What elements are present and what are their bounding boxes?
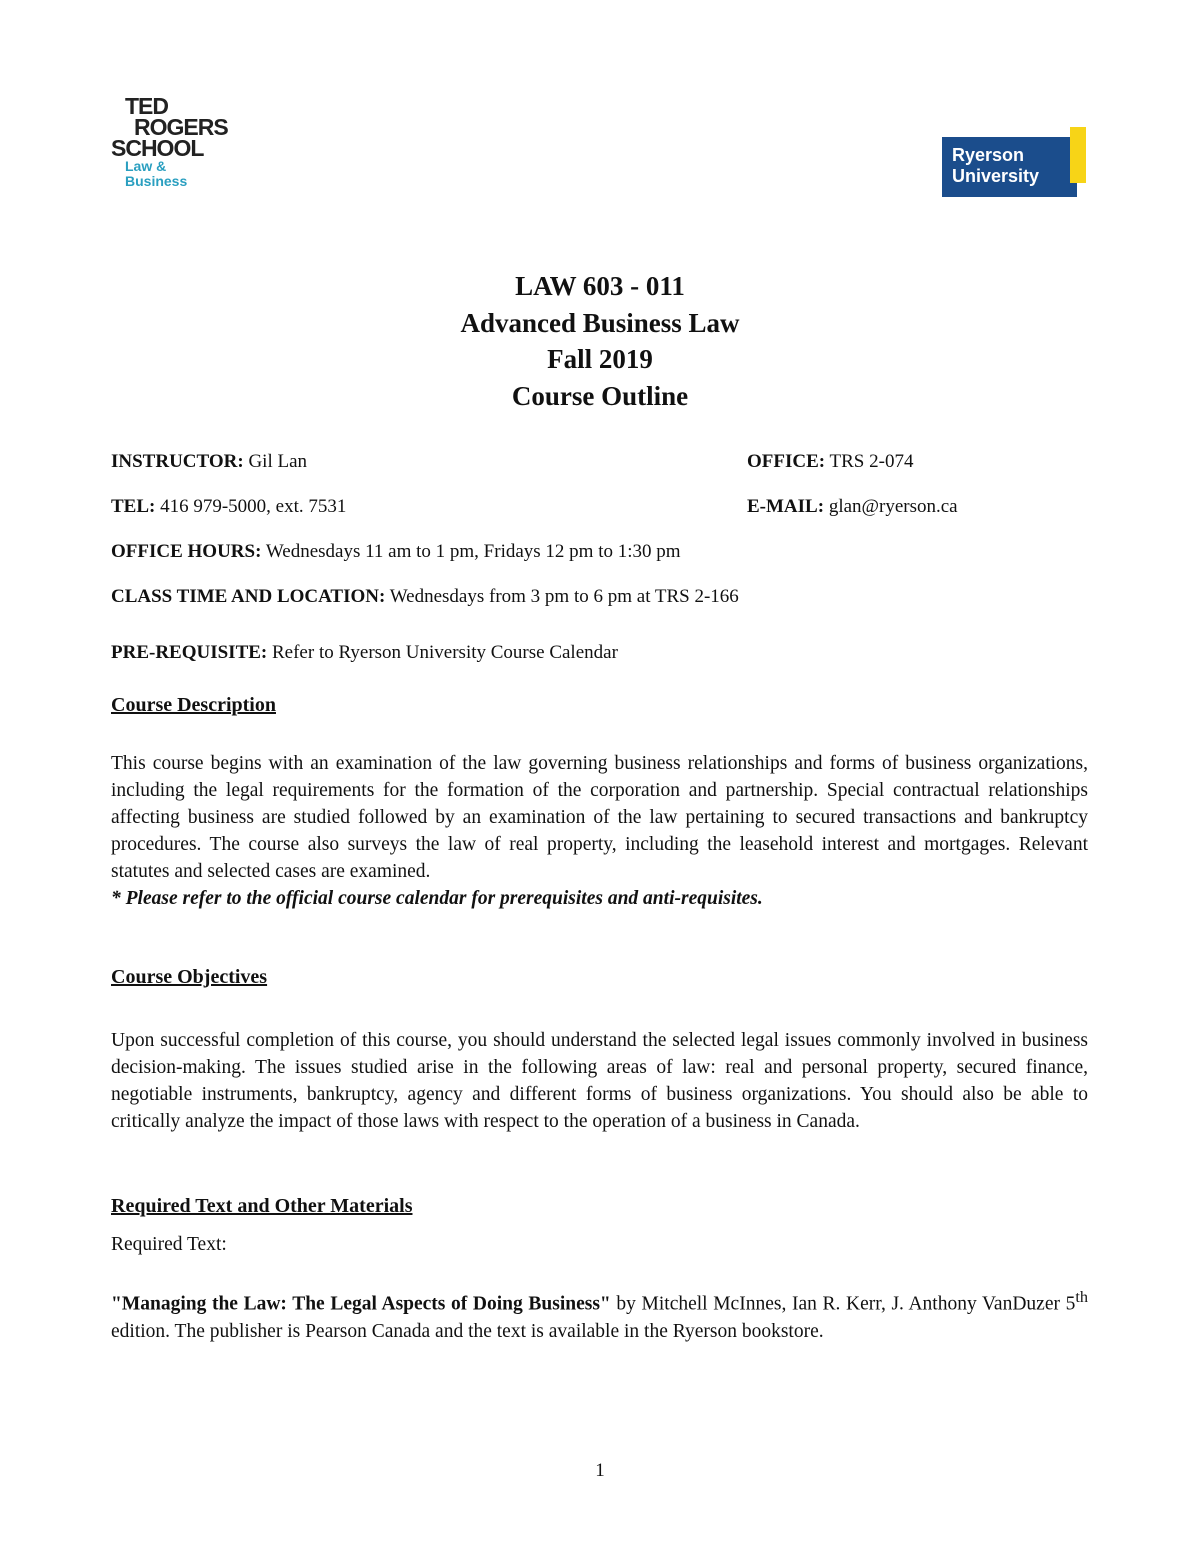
prerequisite-value: Refer to Ryerson University Course Calendar bbox=[272, 642, 618, 663]
office-value: TRS 2-074 bbox=[829, 451, 914, 472]
ryerson-logo-bar bbox=[1070, 127, 1086, 183]
title-block bbox=[0, 268, 1200, 414]
instructor-row bbox=[111, 450, 307, 474]
email-value[interactable]: glan@ryerson.ca bbox=[828, 496, 958, 517]
instructor-value: Gil Lan bbox=[248, 451, 308, 472]
textbook-title: "Managing the Law: The Legal Aspects of Doing Business" bbox=[111, 1293, 611, 1315]
office-hours-label: OFFICE HOURS: bbox=[111, 541, 262, 562]
course-calendar-note: * Please refer to the official course calendar for prerequisites and anti-requisites. bbox=[111, 888, 763, 909]
course-term: Fall 2019 bbox=[547, 344, 653, 374]
logo-text-rogers: ROGERS bbox=[134, 114, 228, 140]
prerequisite-row bbox=[111, 641, 618, 665]
email-row bbox=[747, 495, 958, 519]
course-name: Advanced Business Law bbox=[460, 307, 740, 338]
office-label: OFFICE: bbox=[747, 451, 826, 472]
ted-rogers-school-logo bbox=[111, 93, 251, 206]
required-text-label: Required Text: bbox=[111, 1234, 227, 1255]
tel-row bbox=[111, 495, 346, 519]
logo-text-law: Law & bbox=[125, 158, 167, 174]
course-objectives-body: Upon successful completion of this course, you should understand the selected legal issues commonly involved in business decision-making. The issues studied arise in the following areas of law: real and personal property, secured finance, negotiable instruments, bankruptcy, agency and different forms of business organizations. You should also be able to critically analyze the impact of those laws with respect to the operation of a business in Canada. bbox=[111, 1030, 1088, 1132]
office-hours-row bbox=[111, 540, 681, 564]
ryerson-university-logo bbox=[942, 127, 1086, 197]
course-description-body bbox=[111, 750, 1088, 912]
class-time-value: Wednesdays from 3 pm to 6 pm at TRS 2-166 bbox=[389, 586, 739, 607]
logo-text-school: SCHOOL bbox=[111, 135, 204, 161]
course-code: LAW 603 - 011 bbox=[515, 271, 685, 301]
tel-value: 416 979-5000, ext. 7531 bbox=[160, 496, 347, 517]
textbook-authors: by Mitchell McInnes, Ian R. Kerr, J. Anthony VanDuzer 5 bbox=[610, 1293, 1076, 1315]
class-time-label: CLASS TIME AND LOCATION: bbox=[111, 586, 386, 607]
textbook-publisher: edition. The publisher is Pearson Canada and the text is available in the Ryerson bookstore. bbox=[111, 1320, 824, 1342]
ryerson-logo-text bbox=[952, 145, 1039, 187]
office-hours-value: Wednesdays 11 am to 1 pm, Fridays 12 pm to 1:30 pm bbox=[265, 541, 681, 562]
ryerson-logo-line2: University bbox=[952, 166, 1040, 186]
tel-label: TEL: bbox=[111, 496, 156, 517]
email-label: E-MAIL: bbox=[747, 496, 825, 517]
logo-text-business: Business bbox=[125, 173, 188, 189]
required-textbook-entry bbox=[111, 1284, 1088, 1345]
document-type: Course Outline bbox=[511, 380, 689, 411]
course-objectives-heading: Course Objectives bbox=[111, 966, 268, 988]
logo-text-ted: TED bbox=[125, 93, 168, 119]
required-materials-heading: Required Text and Other Materials bbox=[111, 1195, 413, 1217]
course-description-text: This course begins with an examination of the law governing business relationships and forms of business organizations, including the legal requirements for the formation of the corporation and partnership. Special contractual relationships affecting business are studied followed by an examination of the law pertaining to secured transactions and bankruptcy procedures. The course also surveys the law of real property, including the leasehold interest and mortgages. Relevant statutes and selected cases are examined. bbox=[111, 753, 1088, 882]
course-description-heading: Course Description bbox=[111, 694, 276, 716]
prerequisite-label: PRE-REQUISITE: bbox=[111, 642, 268, 663]
class-time-row bbox=[111, 585, 739, 609]
office-row bbox=[747, 450, 913, 474]
ryerson-logo-line1: Ryerson bbox=[952, 145, 1025, 165]
edition-superscript: th bbox=[1075, 1288, 1088, 1306]
page-number: 1 bbox=[595, 1460, 605, 1481]
instructor-label: INSTRUCTOR: bbox=[111, 451, 244, 472]
